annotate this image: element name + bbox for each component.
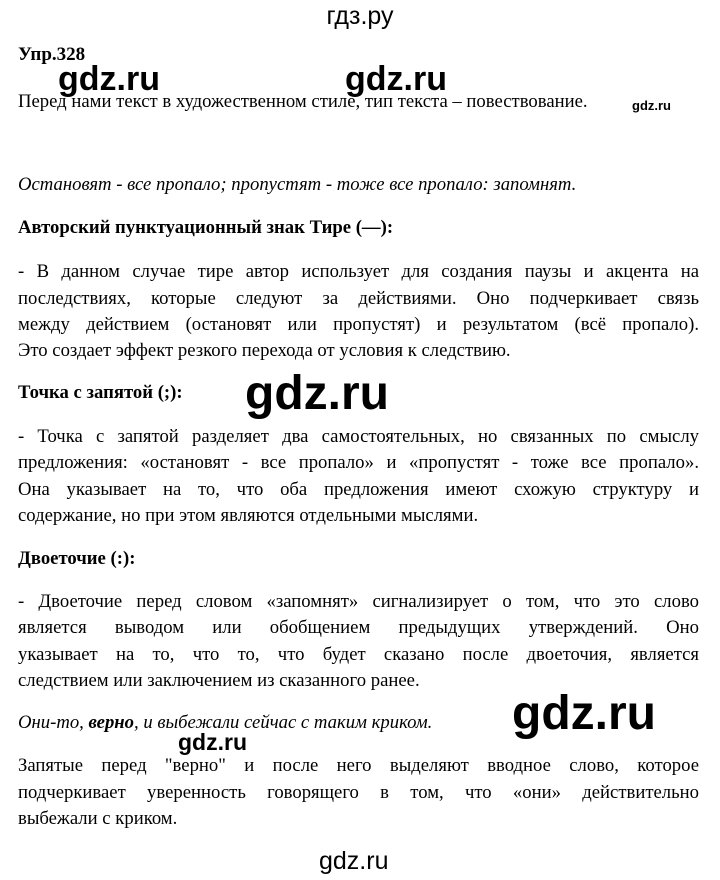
colon-line-1: - Двоеточие перед словом «запомнят» сигнализирует о том, что это слово [18,591,699,612]
watermark: gdz.ru [178,729,247,755]
semicolon-line-4: содержание, но при этом являются отдельными мыслями. [18,505,479,526]
quote-two-before: Они-то, [18,712,89,733]
semicolon-line-2: предложения: «остановят - все пропало» и «пропустят - тоже все пропало». [18,452,699,473]
dash-heading: Авторский пунктуационный знак Тире (—): [18,217,394,238]
dash-line-2: последствиях, которые следуют за действиями. Оно подчеркивает связь [18,288,699,309]
dash-line-3: между действием (остановят или пропустят) и результатом (всё пропало). [18,314,699,335]
dash-line-4: Это создает эффект резкого перехода от условия к следствию. [18,340,511,361]
final-line-1: Запятые перед "верно" и после него выделяют вводное слово, которое [18,755,699,776]
final-line-2: подчеркивает уверенность говорящего в том, что «они» действительно [18,782,699,803]
colon-line-2: является выводом или обобщением предыдущих утверждений. Оно [18,617,699,638]
watermark: gdz.ru [245,367,389,420]
semicolon-heading: Точка с запятой (;): [18,382,183,403]
watermark: gdz.ru [319,847,389,875]
semicolon-line-1: - Точка с запятой разделяет два самостоятельных, но связанных по смыслу [18,426,699,447]
quote-one: Остановят - все пропало; пропустят - тоже все пропало: запомнят. [18,174,577,195]
watermark: gdz.ru [58,60,160,98]
watermark: gdz.ru [512,687,656,740]
quote-two-bold: верно [88,712,135,733]
semicolon-line-3: Она указывает на то, что оба предложения имеют схожую структуру и [18,479,699,500]
dash-line-1: - В данном случае тире автор использует для создания паузы и акцента на [18,261,699,282]
quote-two-after: , и выбежали сейчас с таким криком. [134,712,433,733]
intro-text: Перед нами текст в художественном стиле, тип текста – повествование. [18,91,588,112]
colon-line-4: следствием или заключением из сказанного ранее. [18,670,420,691]
colon-line-3: указывает на то, что то, что будет сказано после двоеточия, является [18,644,699,665]
exercise-title: Упр.328 [18,44,86,65]
watermark: gdz.ru [632,98,671,113]
final-line-3: выбежали с криком. [18,808,178,829]
watermark: gdz.ru [345,60,447,98]
colon-heading: Двоеточие (:): [18,548,136,569]
site-header: гдз.ру [326,2,394,30]
